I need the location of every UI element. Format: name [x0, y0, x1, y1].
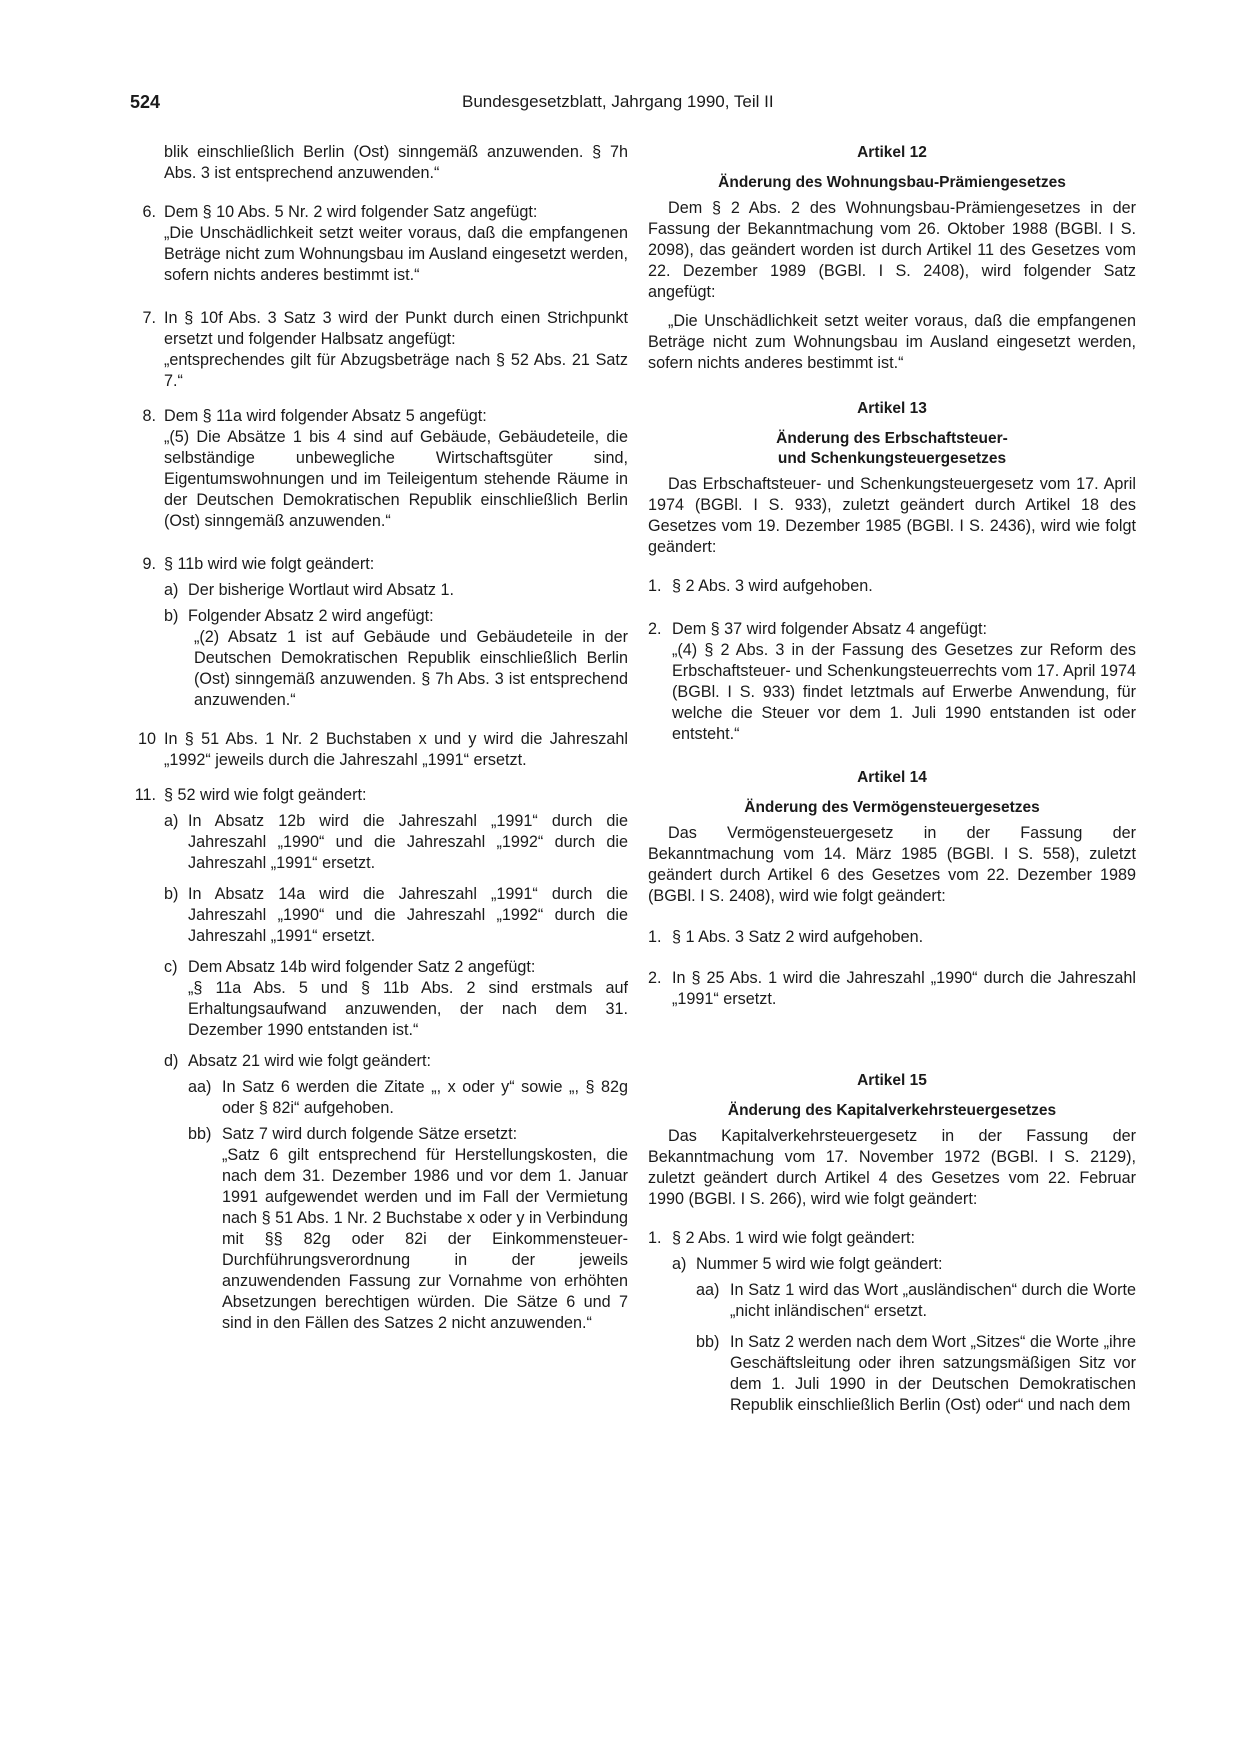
list-item-10: 10 In § 51 Abs. 1 Nr. 2 Buchstaben x und y wird die Jahreszahl „1992“ jeweils durch die Jahreszahl „1991“ ersetzt.	[137, 730, 628, 769]
list-item-1: 1. § 2 Abs. 3 wird aufgehoben.	[648, 577, 873, 595]
sub-item-a: a) Der bisherige Wortlaut wird Absatz 1.	[164, 581, 455, 599]
list-item-2: 2. In § 25 Abs. 1 wird die Jahreszahl „1990“ durch die Jahreszahl „1991“ ersetzt.	[648, 969, 1136, 1008]
page-header	[0, 92, 1240, 116]
sub-item-bb: bb) In Satz 2 werden nach dem Wort „Sitzes“ die Worte „ihre Geschäftsleitung oder ihren satzungsmäßigen Sitz vor dem 1. Juli 1990 in der Deutschen Demokratischen Republik einschließlich Berlin (Ost) oder“ und nach dem	[696, 1333, 1136, 1414]
quoted-text: „entsprechendes gilt für Abzugsbeträge nach § 52 Abs. 21 Satz 7.“	[164, 351, 628, 390]
article-title: Änderung des Kapitalverkehrsteuergesetzes	[727, 1102, 1057, 1119]
page-number: 524	[130, 92, 161, 112]
article-15	[648, 1070, 1136, 1416]
list-item-9: 9. § 11b wird wie folgt geändert: a) Der bisherige Wortlaut wird Absatz 1. b) Folgender Absatz 2 wird angefügt: „(2) Absatz 1 ist auf Gebäude und Gebäudeteile in der Deutschen Demokratischen Republik einschließlich Berlin (Ost) sinngemäß anzuwenden. § 7h Abs. 3 ist entsprechend anzuwenden.“	[142, 555, 628, 709]
sub-item-a: a) Nummer 5 wird wie folgt geändert:	[672, 1255, 943, 1273]
sub-item-aa: aa) In Satz 1 wird das Wort „ausländischen“ durch die Worte „nicht inländischen“ ersetzt.	[696, 1281, 1136, 1320]
quoted-text: „Die Unschädlichkeit setzt weiter voraus, daß die empfangenen Beträge nicht zum Wohnungsbau im Ausland eingesetzt werden, sofern nichts anderes bestimmt ist.“	[164, 224, 628, 284]
quoted-text: „Satz 6 gilt entsprechend für Herstellungskosten, die nach dem 31. Dezember 1986 und vor dem 1. Januar 1991 aufgewendet werden und im Fall der Vermietung nach § 51 Abs. 1 Nr. 2 Buchstabe x oder y in Verbindung mit §§ 82g oder 82i der Einkommensteuer-Durchführungsverordnung in der jeweils anzuwendenden Fassung zur Vornahme von erhöhten Absetzungen berechtigen würden. Die Sätze 6 und 7 sind in den Fällen des Satzes 2 nicht anzuwenden.“	[222, 1146, 628, 1332]
quoted-text: „(4) § 2 Abs. 3 in der Fassung des Gesetzes zur Reform des Erbschaftsteuer- und Schenkungsteuerrechts vom 17. April 1974 (BGBl. I S. 933) findet letztmals auf Erwerbe Anwendung, für welche die Steuer vor dem 1. Juli 1990 entstanden ist oder entsteht.“	[672, 641, 1136, 743]
sub-item-c: c) Dem Absatz 14b wird folgender Satz 2 angefügt:	[164, 958, 536, 976]
left-column	[132, 142, 628, 1334]
sub-item-aa: aa) In Satz 6 werden die Zitate „, x oder y“ sowie „, § 82g oder § 82i“ aufgehoben.	[188, 1078, 628, 1117]
continuation-paragraph: blik einschließlich Berlin (Ost) sinngemäß anzuwenden. § 7h Abs. 3 ist entsprechend anzuwenden.“	[164, 143, 628, 182]
sub-item-d: d) Absatz 21 wird wie folgt geändert:	[164, 1052, 431, 1070]
list-item-11: 11. § 52 wird wie folgt geändert: a) In Absatz 12b wird die Jahreszahl „1991“ durch die Jahreszahl „1990“ und die Jahreszahl „1992“ durch die Jahreszahl „1991“ ersetzt. b) In Absatz 14a wird die Jahreszahl „1991“ durch die Jahreszahl „1990“ und die Jahreszahl „1992“ durch die Jahreszahl „1991“ ersetzt. c) Dem Absatz 14b wird folgender Satz 2 angefügt: „§ 11a Abs. 5 und § 11b Abs. 2 sind erstmals auf Erhaltungsaufwand anzuwenden, der nach dem 31. Dezember 1990 entstanden ist.“ d) Absatz 21 wird wie folgt geändert: aa) In Satz 6 werden die Zitate „, x oder y“ sowie „, § 82g oder § 82i“ aufgehoben. bb) Satz 7 wird durch folgende Sätze ersetzt: „Satz 6 gilt entsprechend für Herstellungskosten, die nach dem 31. Dezember 1986 und vor dem 1. Januar 1991 aufgewendet werden und im Fall der Vermietung nach § 51 Abs. 1 Nr. 2 Buchstabe x oder y in Verbindung mit §§ 82g oder 82i der Einkommensteuer-Durchführungsverordnung in der jeweils anzuwendenden Fassung zur Vornahme von erhöhten Absetzungen berechtigen würden. Die Sätze 6 und 7 sind in den Fällen des Satzes 2 nicht anzuwenden.“	[134, 786, 628, 1332]
article-12	[648, 142, 1136, 374]
article-label: Artikel 13	[857, 400, 927, 417]
sub-item-b: b) Folgender Absatz 2 wird angefügt:	[164, 607, 434, 625]
list-item-1: 1. § 2 Abs. 1 wird wie folgt geändert:	[648, 1229, 915, 1247]
right-column	[648, 142, 1136, 1416]
article-label: Artikel 15	[857, 1072, 927, 1089]
article-title: Änderung des Vermögensteuergesetzes	[744, 799, 1040, 816]
article-title: Änderung des Erbschaftsteuer-	[776, 430, 1008, 447]
sub-item-a: a) In Absatz 12b wird die Jahreszahl „1991“ durch die Jahreszahl „1990“ und die Jahreszahl „1992“ durch die Jahreszahl „1991“ ersetzt.	[164, 812, 628, 872]
quoted-text: „(2) Absatz 1 ist auf Gebäude und Gebäudeteile in der Deutschen Demokratischen Republik einschließlich Berlin (Ost) sinngemäß anzuwenden. § 7h Abs. 3 ist entsprechend anzuwenden.“	[194, 628, 628, 709]
article-intro: Dem § 2 Abs. 2 des Wohnungsbau-Prämiengesetzes in der Fassung der Bekanntmachung vom 26. Oktober 1988 (BGBl. I S. 2098), das geändert worden ist durch Artikel 11 des Gesetzes vom 22. Dezember 1989 (BGBl. I S. 2408), wird folgender Satz angefügt:	[648, 199, 1136, 301]
list-item-8: 8. Dem § 11a wird folgender Absatz 5 angefügt: „(5) Die Absätze 1 bis 4 sind auf Gebäude, Gebäudeteile, die selbständige unbewegliche Wirtschaftsgüter sind, Eigentumswohnungen und im Teileigentum stehende Räume in der Deutschen Demokratischen Republik einschließlich Berlin (Ost) sinngemäß anzuwenden.“	[142, 407, 628, 530]
article-intro: Das Erbschaftsteuer- und Schenkungsteuergesetz vom 17. April 1974 (BGBl. I S. 933), zuletzt geändert durch Artikel 18 des Gesetzes vom 19. Dezember 1985 (BGBl. I S. 2436), wird wie folgt geändert:	[648, 475, 1136, 556]
article-13	[648, 398, 1136, 745]
quoted-text: „Die Unschädlichkeit setzt weiter voraus, daß die empfangenen Beträge nicht zum Wohnungsbau im Ausland eingesetzt werden, sofern nichts anderes bestimmt ist.“	[648, 312, 1136, 372]
article-title: Änderung des Wohnungsbau-Prämiengesetzes	[718, 174, 1066, 191]
article-14	[648, 767, 1136, 1010]
quoted-text: „(5) Die Absätze 1 bis 4 sind auf Gebäude, Gebäudeteile, die selbständige unbewegliche Wirtschaftsgüter sind, Eigentumswohnungen und im Teileigentum stehende Räume in der Deutschen Demokratischen Republik einschließlich Berlin (Ost) sinngemäß anzuwenden.“	[164, 428, 628, 530]
article-label: Artikel 12	[857, 144, 927, 161]
list-item-7: 7. In § 10f Abs. 3 Satz 3 wird der Punkt durch einen Strichpunkt ersetzt und folgender Halbsatz angefügt: „entsprechendes gilt für Abzugsbeträge nach § 52 Abs. 21 Satz 7.“	[142, 309, 628, 390]
quoted-text: „§ 11a Abs. 5 und § 11b Abs. 2 sind erstmals auf Erhaltungsaufwand anzuwenden, der nach dem 31. Dezember 1990 entstanden ist.“	[188, 979, 628, 1039]
article-label: Artikel 14	[857, 769, 927, 786]
list-item-2: 2. Dem § 37 wird folgender Absatz 4 angefügt:	[648, 620, 987, 638]
list-item-1: 1. § 1 Abs. 3 Satz 2 wird aufgehoben.	[648, 928, 924, 946]
list-item-6: 6. Dem § 10 Abs. 5 Nr. 2 wird folgender Satz angefügt: „Die Unschädlichkeit setzt weiter voraus, daß die empfangenen Beträge nicht zum Wohnungsbau im Ausland eingesetzt werden, sofern nichts anderes bestimmt ist.“	[142, 203, 628, 284]
article-intro: Das Kapitalverkehrsteuergesetz in der Fassung der Bekanntmachung vom 17. November 1972 (BGBl. I S. 2129), zuletzt geändert durch Artikel 4 des Gesetzes vom 22. Februar 1990 (BGBl. I S. 266), wird wie folgt geändert:	[648, 1127, 1136, 1208]
sub-item-b: b) In Absatz 14a wird die Jahreszahl „1991“ durch die Jahreszahl „1990“ und die Jahreszahl „1992“ durch die Jahreszahl „1991“ ersetzt.	[164, 885, 628, 945]
running-title: Bundesgesetzblatt, Jahrgang 1990, Teil II	[462, 92, 774, 111]
sub-item-bb: bb) Satz 7 wird durch folgende Sätze ersetzt:	[188, 1125, 518, 1143]
article-title-line2: und Schenkungsteuergesetzes	[777, 450, 1007, 467]
article-intro: Das Vermögensteuergesetz in der Fassung der Bekanntmachung vom 14. März 1985 (BGBl. I S. 558), zuletzt geändert durch Artikel 6 des Gesetzes vom 22. Dezember 1989 (BGBl. I S. 2408), wird wie folgt geändert:	[648, 824, 1136, 905]
